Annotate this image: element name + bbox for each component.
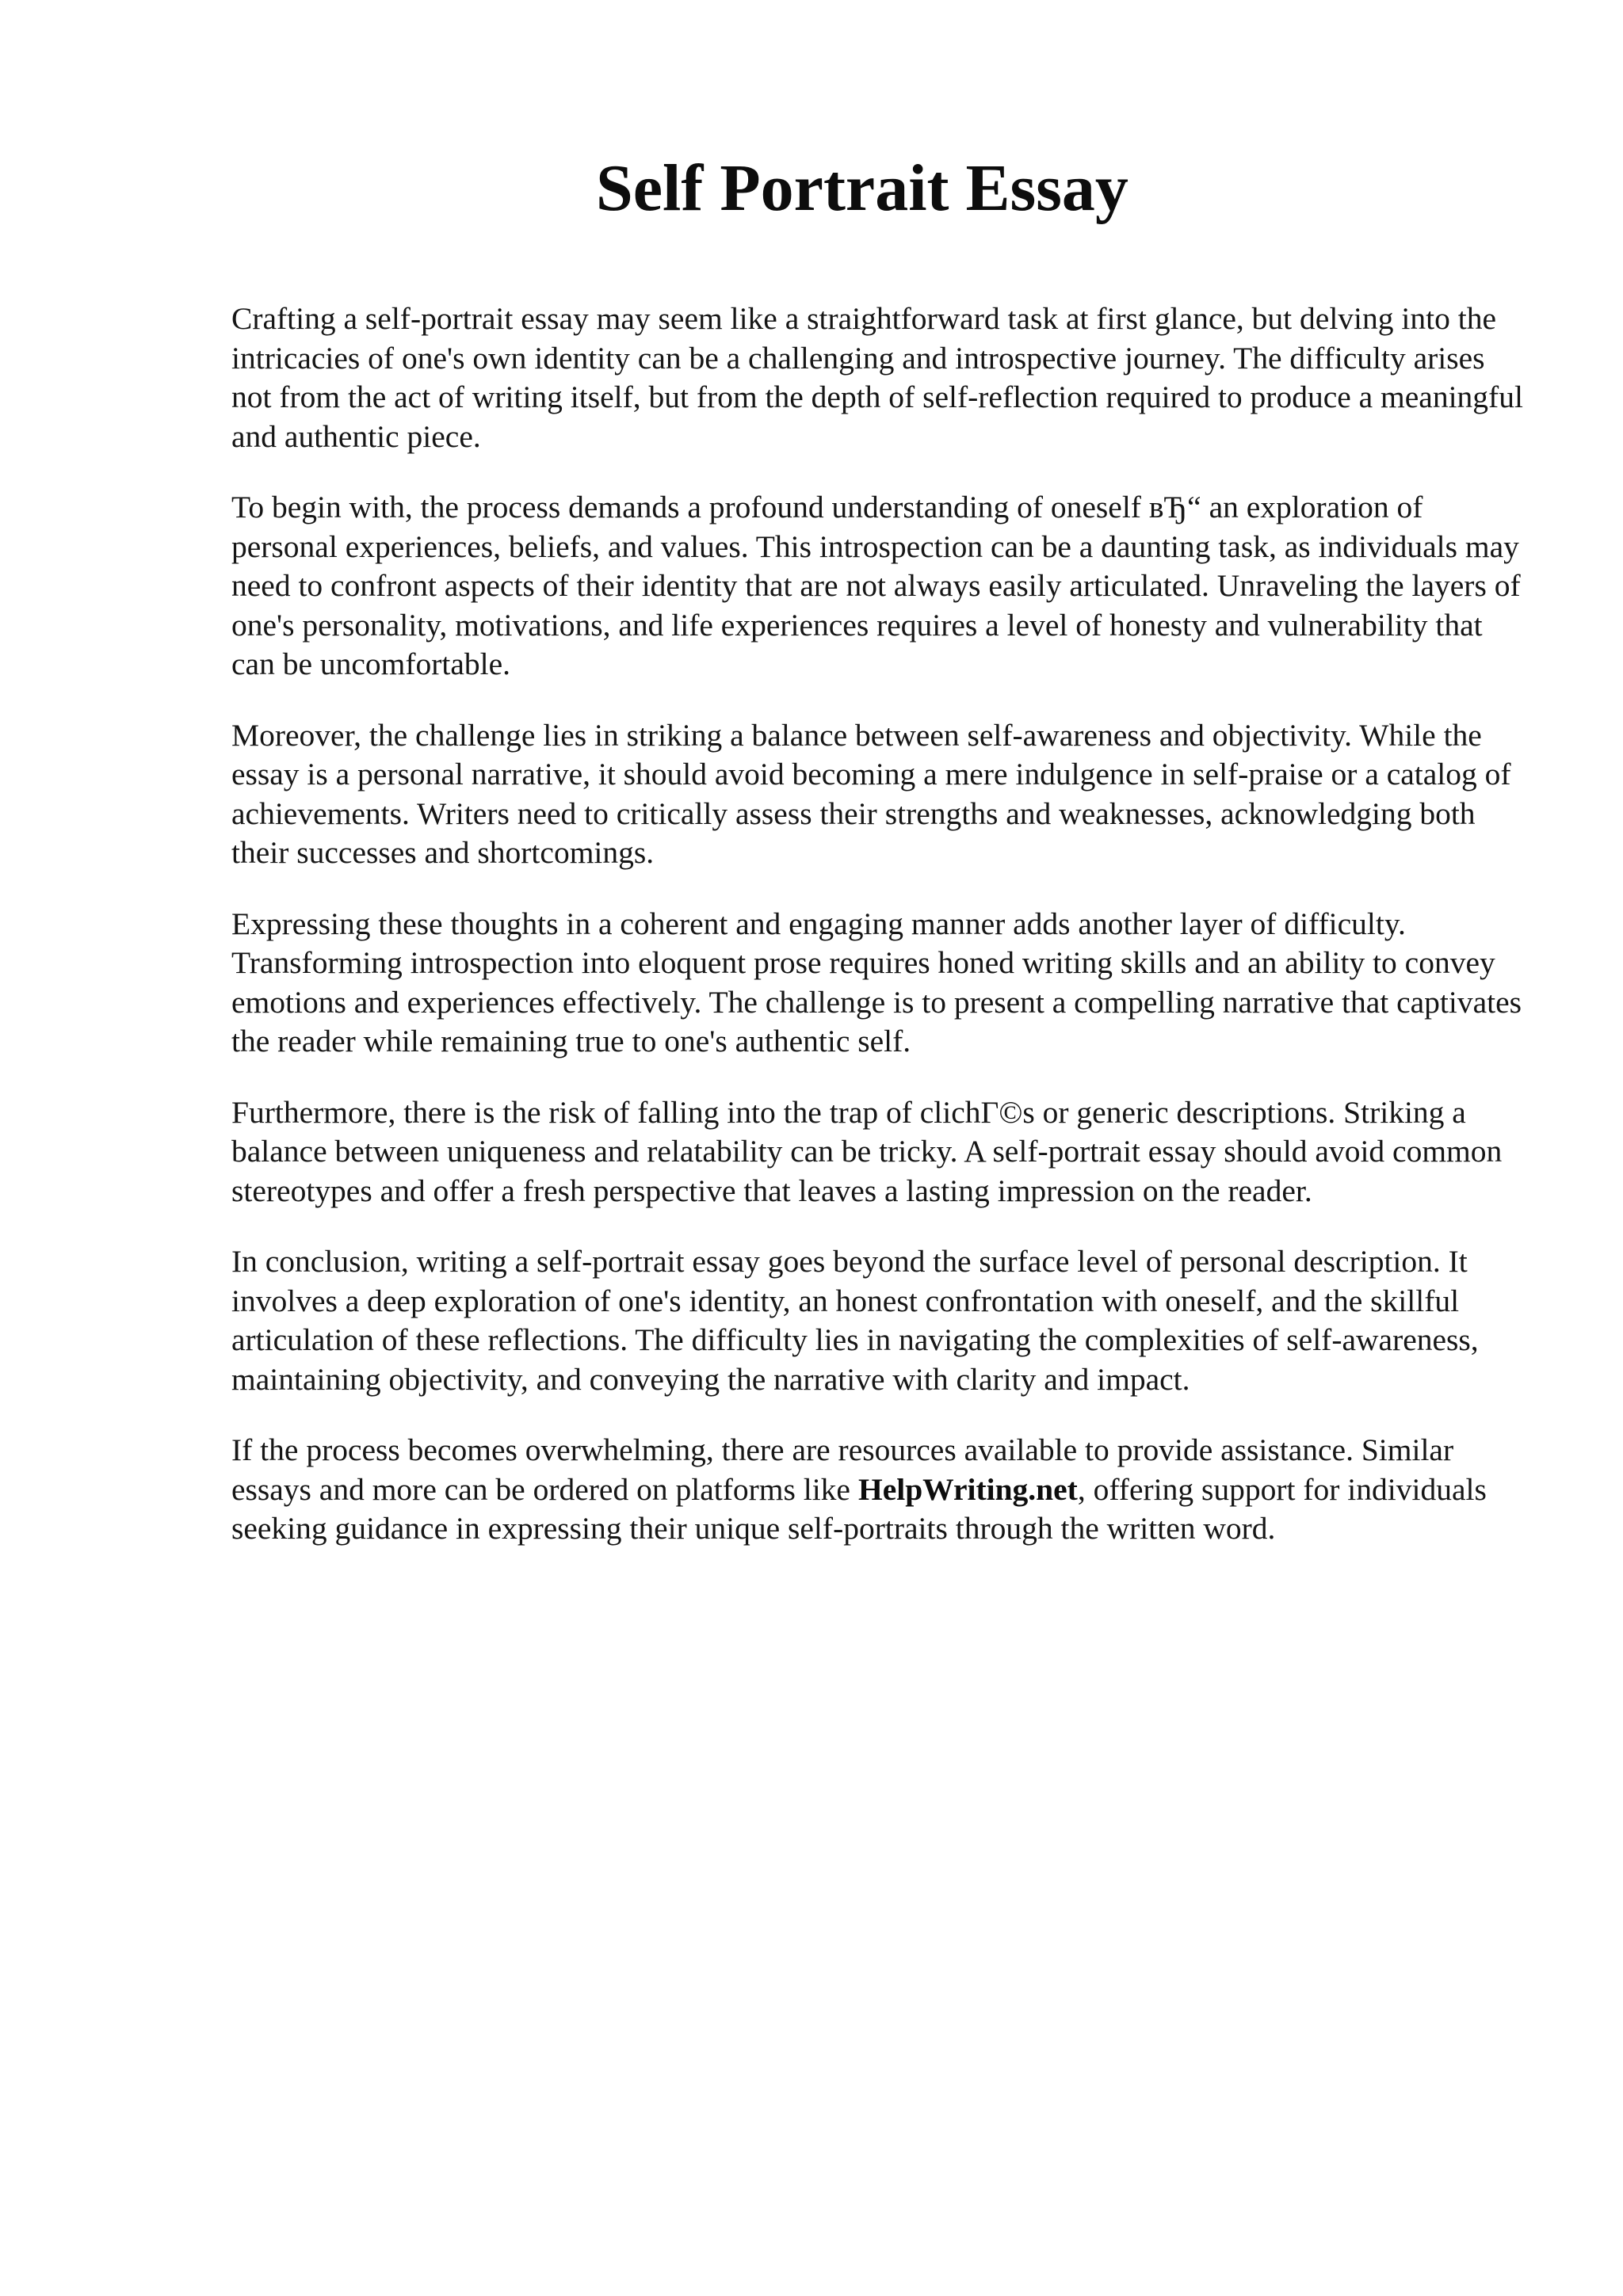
paragraph-balance: Moreover, the challenge lies in striking a balance between self-awareness and objectivity. While the essay is a personal narrative, it should avoid becoming a mere indulgence in self-praise or a catalog of achievements. Writers need to critically assess their strengths and weaknesses, acknowledging both their successes and shortcomings.: [231, 717, 1511, 870]
resources-text-after-link: , offering support for individuals seeking guidance in expressing their unique self-portraits through the written word.: [231, 1471, 1487, 1546]
paragraph-cliches: Furthermore, there is the risk of falling into the trap of clichГ©s or generic descriptions. Striking a balance between uniqueness and relatability can be tricky. A self-portrait essay should avoid common stereotypes and offer a fresh perspective that leaves a lasting impression on the reader.: [231, 1094, 1503, 1208]
document-body: [231, 299, 1523, 1581]
document-title: Self Portrait Essay: [596, 151, 1128, 225]
paragraph-intro: Crafting a self-portrait essay may seem like a straightforward task at first glance, but delving into the intricacies of one's own identity can be a challenging and introspective journey. The difficulty arises not from the act of writing itself, but from the depth of self-reflection required to produce a meaningful and authentic piece.: [231, 301, 1523, 454]
paragraph-conclusion: In conclusion, writing a self-portrait essay goes beyond the surface level of personal description. It involves a deep exploration of one's identity, an honest confrontation with oneself, and the skillful articulation of these reflections. The difficulty lies in navigating the complexities of self-awareness, maintaining objectivity, and conveying the narrative with clarity and impact.: [231, 1244, 1479, 1397]
paragraph-expression: Expressing these thoughts in a coherent and engaging manner adds another layer of difficulty. Transforming introspection into eloquent prose requires honed writing skills and an ability to convey emotions and experiences effectively. The challenge is to present a compelling narrative that captivates the reader while remaining true to one's authentic self.: [231, 906, 1522, 1058]
helpwriting-link[interactable]: HelpWriting.net: [857, 1471, 1078, 1507]
paragraph-self-understanding: To begin with, the process demands a profound understanding of oneself вЂ“ an exploration of personal experiences, beliefs, and values. This introspection can be a daunting task, as individuals may need to confront aspects of their identity that are not always easily articulated. Unraveling the layers of one's personality, motivations, and life experiences requires a level of honesty and vulnerability that can be uncomfortable.: [231, 490, 1521, 681]
resources-text-before-link: If the process becomes overwhelming, there are resources available to provide assistance. Similar essays and more can be ordered on platforms like: [231, 1432, 1454, 1507]
paragraph-resources: [231, 1431, 1523, 1549]
